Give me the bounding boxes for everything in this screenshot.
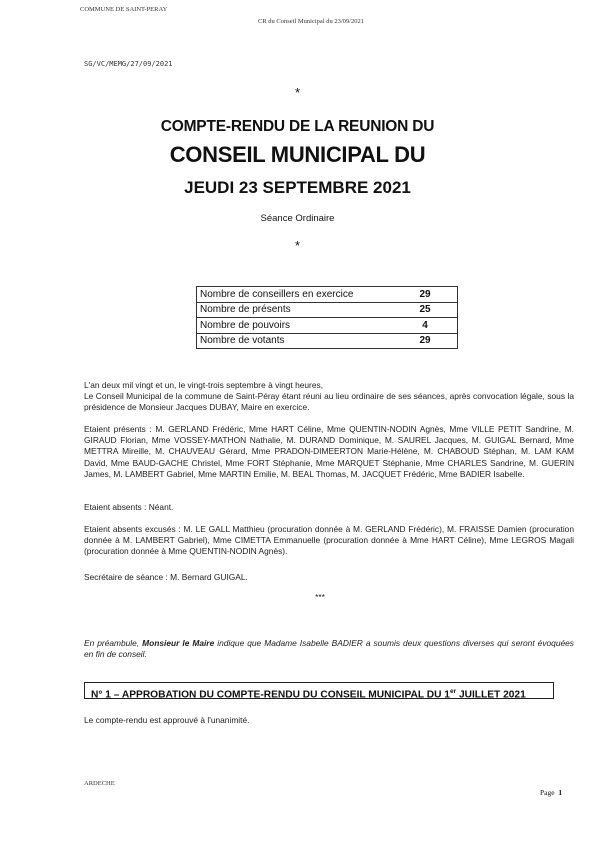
ornament-star-bottom: * — [294, 238, 301, 253]
session-type: Séance Ordinaire — [260, 213, 335, 224]
reference-code: SG/VC/MEMG/27/09/2021 — [84, 60, 173, 68]
intro-date-line: L'an deux mil vingt et un, le vingt-trois septembre à vingt heures, — [84, 380, 324, 390]
preamble-start: En préambule, — [84, 638, 143, 648]
page-number-value: 1 — [558, 788, 563, 797]
preamble-end: indique que Madame Isabelle BADIER a soumis deux questions diverses qui seront évoquées en fin de conseil. — [84, 638, 574, 660]
title-line-2: CONSEIL MUNICIPAL DU — [169, 142, 426, 167]
table-row — [197, 302, 458, 318]
stat-value: 29 — [393, 333, 458, 349]
title-line-3: JEUDI 23 SEPTEMBRE 2021 — [184, 178, 411, 197]
stat-label: Nombre de pouvoirs — [197, 318, 394, 334]
separator-asterisks: *** — [315, 592, 325, 602]
stat-value: 25 — [393, 302, 458, 318]
section-text: Le compte-rendu est approuvé à l'unanimité. — [84, 715, 250, 725]
stat-value: 29 — [393, 287, 458, 303]
attendance-table — [196, 286, 458, 349]
session-secretary: Secrétaire de séance : M. Bernard GUIGAL. — [84, 572, 248, 582]
commune-header: COMMUNE DE SAINT-PERAY — [80, 6, 168, 13]
preamble-mayor: Monsieur le Maire — [142, 638, 215, 648]
excused-members: Etaient absents excusés : M. LE GALL Matthieu (procuration donnée à M. GERLAND Frédéric), M. FRAISSE Damien (procuration donnée à M. LAMBERT Gabriel), Mme CIMETTA Emmanuelle (procuration donnée à Mme HART Céline), Mme LEGROS Magali (procuration donnée à Mme QUENTIN-NODIN Agnès). — [84, 524, 574, 557]
stat-value: 4 — [393, 318, 458, 334]
intro-convocation: Le Conseil Municipal de la commune de Saint-Péray étant réuni au lieu ordinaire de ses séances, après convocation légale, sous la présidence de Monsieur Jacques DUBAY, Maire en exercice. — [84, 391, 574, 413]
section-heading — [84, 682, 554, 699]
section-heading-superscript: er — [449, 688, 457, 695]
title-line-1: COMPTE-RENDU DE LA REUNION DU — [160, 118, 435, 135]
page-label: Page — [540, 788, 555, 797]
document-running-title: CR du Conseil Municipal du 23/09/2021 — [258, 18, 364, 25]
stat-label: Nombre de votants — [197, 333, 394, 349]
preamble — [84, 638, 574, 660]
stat-label: Nombre de conseillers en exercice — [197, 287, 394, 303]
table-row — [197, 333, 458, 349]
table-row — [197, 287, 458, 303]
absent-members: Etaient absents : Néant. — [84, 502, 174, 512]
ornament-star-top: * — [294, 85, 301, 100]
present-members: Etaient présents : M. GERLAND Frédéric, Mme HART Céline, Mme QUENTIN-NODIN Agnès, Mme VILLE PETIT Sandrine, M. GIRAUD Florian, Mme VOSSEY-MATHON Nathalie, M. DURAND Dominique, M. SAUREL Jacques, M. GUIGAL Bernard, Mme METTRA Mireille, M. CHAUVEAU Gérard, Mme PRADON-DIMEERTON Marie-Hélène, M. CHABOUD Stéphan, M. LAM KAM David, Mme BAUD-GACHE Christel, Mme FORT Stéphanie, Mme MARQUET Stéphanie, Mme CHARLES Sandrine, M. GUERIN James, M. LAMBERT Gabriel, Mme MARTIN Emilie, M. BEAL Thomas, M. JACQUET Frédéric, Mme BADIER Isabelle. — [84, 424, 574, 479]
table-row — [197, 318, 458, 334]
footer-department: ARDECHE — [84, 780, 115, 787]
stat-label: Nombre de présents — [197, 302, 394, 318]
section-heading-end: JUILLET 2021 — [456, 689, 526, 701]
page-number — [540, 788, 562, 797]
section-heading-text: N° 1 – APPROBATION DU COMPTE-RENDU DU CONSEIL MUNICIPAL DU 1 — [91, 689, 450, 701]
